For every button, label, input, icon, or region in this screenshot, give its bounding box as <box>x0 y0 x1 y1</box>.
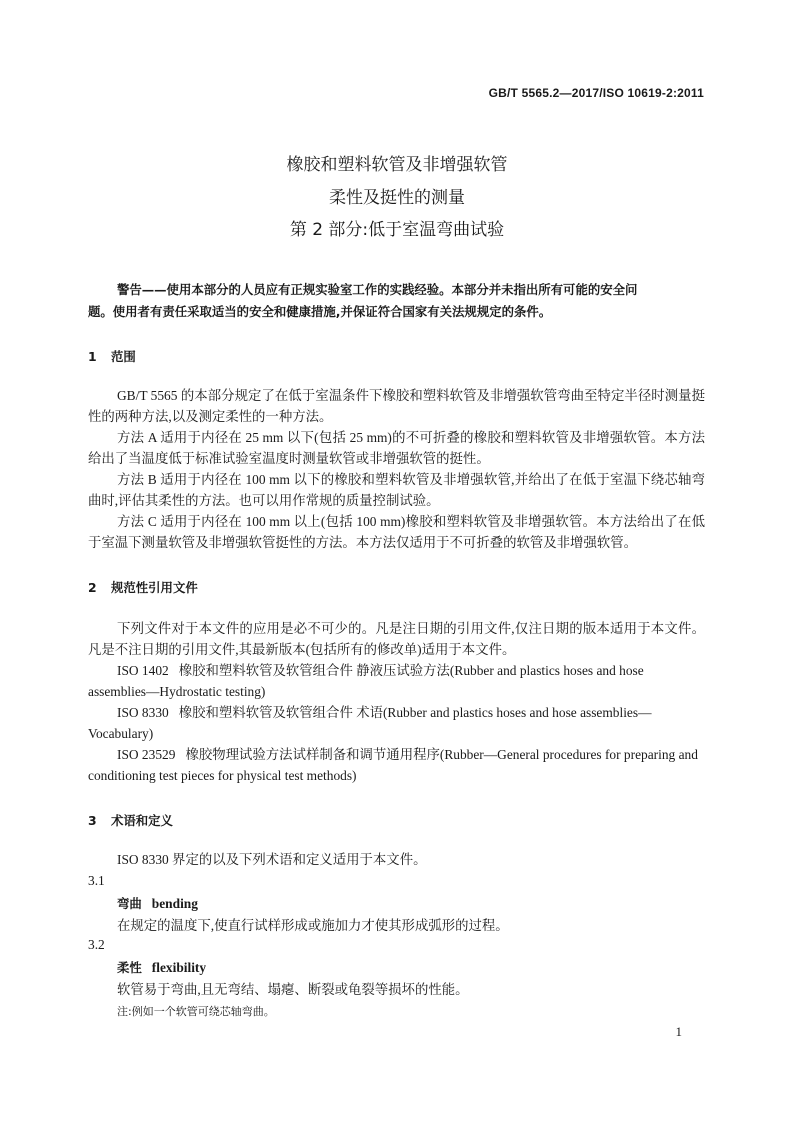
reference-iso-23529 <box>88 744 705 786</box>
term-definition: 软管易于弯曲,且无弯结、塌瘪、断裂或龟裂等损坏的性能。 <box>117 982 469 997</box>
term-en: flexibility <box>151 960 207 975</box>
warning-line-2: 题。使用者有责任采取适当的安全和健康措施,并保证符合国家有关法规规定的条件。 <box>88 304 552 319</box>
section-title: 术语和定义 <box>111 813 173 828</box>
section-1-heading <box>88 347 136 365</box>
warning-paragraph <box>88 279 705 323</box>
page-number: 1 <box>675 1024 682 1039</box>
term-bending <box>117 894 198 912</box>
reference-text: 橡胶和塑料软管及软管组合件 术语(Rubber and plastics hoses and hose assemblies—Vocabulary) <box>88 705 652 741</box>
term-flexibility <box>117 958 206 976</box>
section-2-heading <box>88 578 198 596</box>
title-line-3: 第 2 部分:低于室温弯曲试验 <box>289 220 505 240</box>
reference-iso-8330 <box>88 702 705 744</box>
reference-text: 橡胶和塑料软管及软管组合件 静液压试验方法(Rubber and plastics hoses and hose assemblies—Hydrostatic testing) <box>88 663 644 699</box>
term-zh: 柔性 <box>117 960 142 975</box>
title-line-1: 橡胶和塑料软管及非增强软管 <box>286 155 508 175</box>
title-line-2: 柔性及挺性的测量 <box>329 188 465 208</box>
section-3-heading <box>88 811 173 829</box>
reference-code: ISO 1402 <box>117 663 169 678</box>
warning-line-1: 警告——使用本部分的人员应有正规实验室工作的实践经验。本部分并未指出所有可能的安全问 <box>117 282 638 297</box>
term-en: bending <box>151 896 198 911</box>
term-number: 3.2 <box>88 937 105 952</box>
term-zh: 弯曲 <box>117 896 142 911</box>
reference-text: 橡胶物理试验方法试样制备和调节通用程序(Rubber—General procedures for preparing and conditioning test pieces for physical test methods) <box>88 747 698 783</box>
reference-code: ISO 8330 <box>117 705 169 720</box>
section-1-paragraph-3: 方法 B 适用于内径在 100 mm 以下的橡胶和塑料软管及非增强软管,并给出了在低于室温下绕芯轴弯曲时,评估其柔性的方法。也可以用作常规的质量控制试验。 <box>88 472 705 508</box>
reference-code: ISO 23529 <box>117 747 176 762</box>
section-2-intro: 下列文件对于本文件的应用是必不可少的。凡是注日期的引用文件,仅注日期的版本适用于本文件。凡是不注日期的引用文件,其最新版本(包括所有的修改单)适用于本文件。 <box>88 621 705 657</box>
section-title: 范围 <box>111 349 136 364</box>
section-3-intro: ISO 8330 界定的以及下列术语和定义适用于本文件。 <box>117 852 427 867</box>
section-1-paragraph-4: 方法 C 适用于内径在 100 mm 以上(包括 100 mm)橡胶和塑料软管及非增强软管。本方法给出了在低于室温下测量软管及非增强软管挺性的方法。本方法仅适用于不可折叠的软管及非增强软管。 <box>88 514 705 550</box>
term-note: 注:例如一个软管可绕芯轴弯曲。 <box>117 1005 275 1018</box>
section-title: 规范性引用文件 <box>111 580 198 595</box>
reference-iso-1402 <box>88 660 705 702</box>
section-1-paragraph-2: 方法 A 适用于内径在 25 mm 以下(包括 25 mm)的不可折叠的橡胶和塑料软管及非增强软管。本方法给出了当温度低于标准试验室温度时测量软管或非增强软管的挺性。 <box>88 430 705 466</box>
term-definition: 在规定的温度下,使直行试样形成或施加力才使其形成弧形的过程。 <box>117 918 509 933</box>
term-number: 3.1 <box>88 873 105 888</box>
section-1-paragraph-1: GB/T 5565 的本部分规定了在低于室温条件下橡胶和塑料软管及非增强软管弯曲至特定半径时测量挺性的两种方法,以及测定柔性的一种方法。 <box>88 388 705 424</box>
section-number: 1 <box>88 349 97 364</box>
standard-number: GB/T 5565.2—2017/ISO 10619-2:2011 <box>488 86 704 100</box>
section-number: 3 <box>88 813 97 828</box>
section-number: 2 <box>88 580 97 595</box>
